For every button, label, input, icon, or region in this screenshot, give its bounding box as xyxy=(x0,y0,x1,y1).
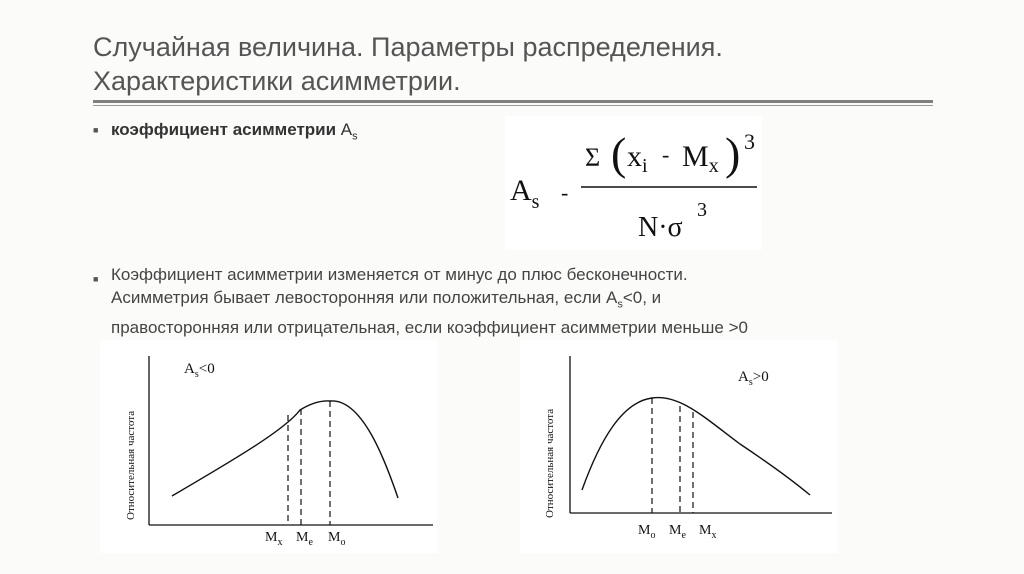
bullet-skewness-description xyxy=(93,263,748,339)
bullet-skewness-coefficient xyxy=(93,120,358,142)
label-mode: $M_o$ xyxy=(638,523,656,541)
formula-denominator: N·σ xyxy=(638,212,683,243)
bullet2-line-2: Асимметрия бывает левосторонняя или положительная, если $A_s<0$, и xyxy=(111,288,662,311)
bullet1-symbol: $A_s$ xyxy=(340,120,358,143)
bullet1-label: коэффициент асимметрии xyxy=(111,120,337,139)
title-divider-thick xyxy=(93,100,933,103)
distribution-curve xyxy=(172,401,398,498)
formula-x: $x_i$ xyxy=(627,140,648,177)
formula-minus: - xyxy=(662,142,670,167)
label-mean: $M_x$ xyxy=(265,530,283,548)
label-median: $M_e$ xyxy=(296,530,313,548)
skew-annotation: $A_s<0$ xyxy=(184,361,215,380)
formula-paren-right: ) xyxy=(725,128,741,179)
y-axis-label: Относительная частота xyxy=(544,408,556,518)
formula-power: 3 xyxy=(744,129,755,154)
bullet2-line-1: Коэффициент асимметрии изменяется от минус до плюс бесконечности. xyxy=(111,265,688,284)
formula-operator: - xyxy=(561,180,569,205)
title-line-1: Случайная величина. Параметры распределения. xyxy=(93,32,723,62)
label-median: $M_e$ xyxy=(669,523,686,541)
title-divider-thin xyxy=(93,105,933,106)
chart-positive-skew xyxy=(520,340,837,553)
skewness-formula xyxy=(505,116,762,250)
label-mode: $M_o$ xyxy=(328,530,346,548)
slide-title xyxy=(93,30,723,98)
skew-annotation: $A_s>0$ xyxy=(738,369,769,388)
formula-lhs: $A_s$ xyxy=(510,174,540,213)
formula-sum-sign: Σ xyxy=(585,143,601,172)
formula-mean: $M_x$ xyxy=(682,140,719,177)
chart-negative-skew xyxy=(100,340,437,553)
y-axis-label: Относительная частота xyxy=(125,410,137,520)
bullet2-line-3: правосторонняя или отрицательная, если коэффициент асимметрии меньше >0 xyxy=(111,318,748,338)
formula-paren-left: ( xyxy=(611,128,627,179)
bullet-square-icon: ■ xyxy=(93,125,99,135)
formula-denominator-power: 3 xyxy=(697,199,707,221)
title-line-2: Характеристики асимметрии. xyxy=(93,66,461,96)
bullet-square-icon: ■ xyxy=(93,274,99,284)
distribution-curve xyxy=(582,398,810,495)
label-mean: $M_x$ xyxy=(699,523,717,541)
